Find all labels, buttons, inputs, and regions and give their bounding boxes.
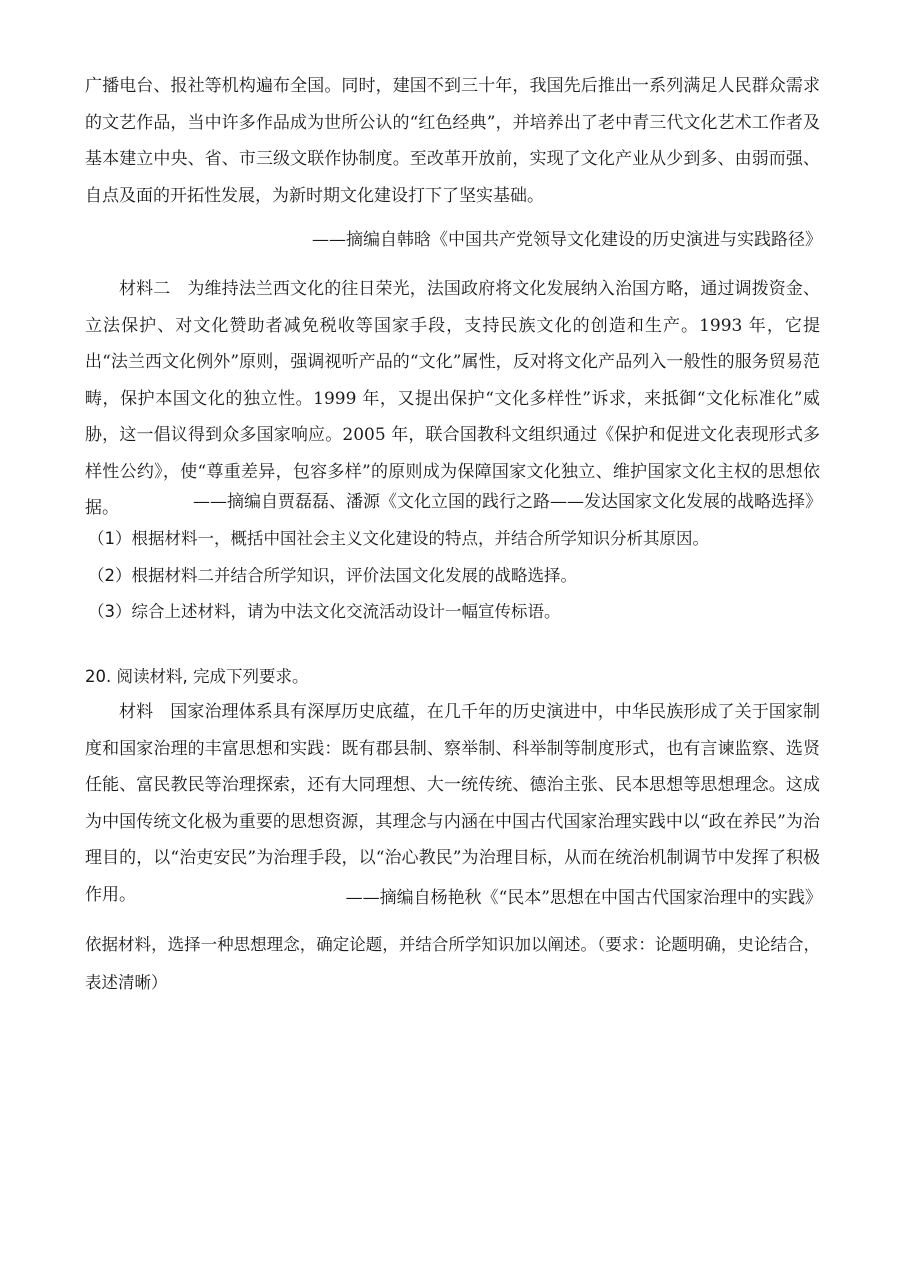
question-1: （1）根据材料一，概括中国社会主义文化建设的特点，并结合所学知识分析其原因。 — [88, 529, 709, 548]
question-20-instruction: 依据材料，选择一种思想理念，确定论题，并结合所学知识加以阐述。（要求：论题明确，史论结合，表述清晰） — [85, 935, 820, 992]
question-3: （3）综合上述材料，请为中法文化交流活动设计一幅宣传标语。 — [88, 602, 561, 621]
source-citation-2: ——摘编自贾磊磊、潘源《文化立国的践行之路——发达国家文化发展的战略选择》 — [193, 492, 822, 512]
source-citation-1: ——摘编自韩晗《中国共产党领导文化建设的历史演进与实践路径》 — [312, 230, 822, 250]
question-2: （2）根据材料二并结合所学知识，评价法国文化发展的战略选择。 — [88, 566, 577, 585]
source-citation-20: ——摘编自杨艳秋《“民本”思想在中国古代国家治理中的实践》 — [345, 888, 822, 908]
question-20-title: 20. 阅读材料, 完成下列要求。 — [85, 667, 309, 686]
material-two-paragraph: 材料二 为维持法兰西文化的往日荣光，法国政府将文化发展纳入治国方略，通过调拨资金、立法保护、对文化赞助者减免税收等国家手段，支持民族文化的创造和生产。1993 年，它提出“法兰西文化例外”原则，强调视听产品的“文化”属性，反对将文化产品列入一般性的服务贸易范畴，保护本国文化的独立性。1999 年，又提出保护“文化多样性”诉求，来抵御“文化标准化”威胁，这一倡议得到众多国家响应。2005 年，联合国教科文组织通过《保护和促进文化表现形式多样性公约》，使“尊重差异，包容多样”的原则成为保障国家文化独立、维护国家文化主权的思想依据。 — [85, 279, 820, 518]
question-20-material: 材料 国家治理体系具有深厚历史底蕴，在几千年的历史演进中，中华民族形成了关于国家制度和国家治理的丰富思想和实践：既有郡县制、察举制、科举制等制度形式，也有言谏监察、选贤任能、富民教民等治理探索，还有大同理想、大一统传统、德治主张、民本思想等思想理念。这成为中国传统文化极为重要的思想资源，其理念与内涵在中国古代国家治理实践中以“政在养民”为治理目的，以“治吏安民”为治理手段，以“治心教民”为治理目标，从而在统治机制调节中发挥了积极作用。 — [85, 702, 820, 905]
intro-paragraph: 广播电台、报社等机构遍布全国。同时，建国不到三十年，我国先后推出一系列满足人民群众需求的文艺作品，当中许多作品成为世所公认的“红色经典”，并培养出了老中青三代文化艺术工作者及基本建立中央、省、市三级文联作协制度。至改革开放前，实现了文化产业从少到多、由弱而强、自点及面的开拓性发展，为新时期文化建设打下了坚实基础。 — [85, 76, 820, 206]
